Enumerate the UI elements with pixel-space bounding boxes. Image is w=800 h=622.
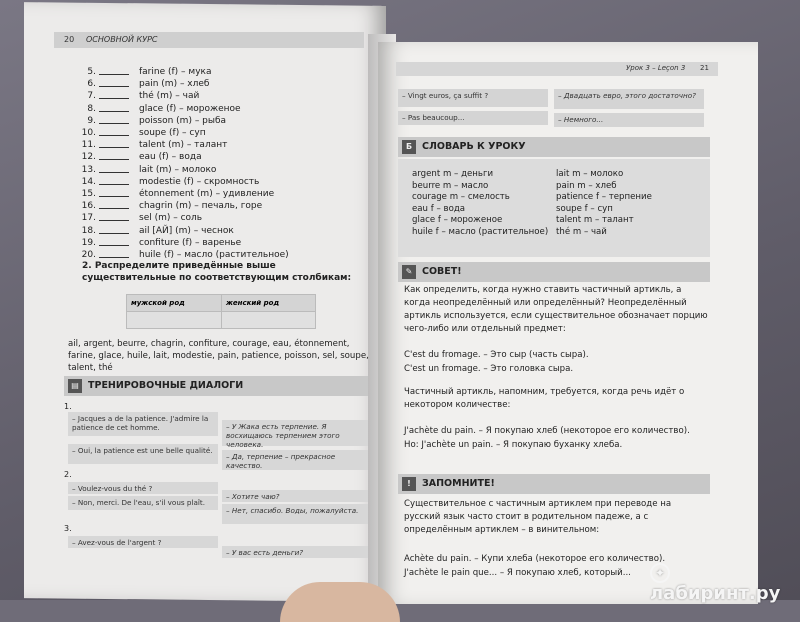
labirint-star-icon: ✦ [650,563,670,583]
dialog-icon: ▤ [68,379,82,393]
exercise-item [80,151,340,163]
exercise-text: modestie (f) – скромность [139,176,260,187]
example-2: C'est un fromage. – Это головка сыра. [404,364,574,374]
exercise-number: 17. [81,213,96,224]
answer-blank[interactable] [99,103,129,112]
feminine-cell [221,312,315,329]
exercise-item [80,139,340,151]
example-6: J'achète le pain que... – Я покупаю хлеб, который... [404,568,631,578]
answer-blank[interactable] [99,200,129,209]
note-icon: ! [402,477,416,491]
exercise-item [80,115,340,127]
watermark-logo: ✦лабиринт.ру [650,562,800,604]
exercise-number: 12. [81,152,96,163]
cont-fr-b: – Pas beaucoup... [398,111,548,125]
exercise-number: 5. [87,67,96,77]
right-running-header [396,62,718,76]
cont-fr-a: – Vingt euros, ça suffit ? [398,89,548,107]
answer-blank[interactable] [99,225,129,234]
dictionary-entry: talent m – талант [556,215,634,225]
dialog1-fr-a: – Jacques a de la patience. J'admire la patience de cet homme. [68,412,218,436]
partial-article-text: Частичный артикль, напомним, требуется, когда речь идёт о некотором количестве: [404,387,685,410]
exercise-number: 8. [87,103,96,114]
exercise-list [80,66,340,261]
lesson-label: Урок 3 – Leçon 3 [626,64,686,72]
remember-banner: ! ЗАПОМНИТЕ! [398,474,710,494]
word-list: ail, argent, beurre, chagrin, confiture, courage, eau, étonnement, farine, glace, huile, lait, modestie, pain, patience, poisson, sel, soupe, talent, thé [68,339,369,373]
dictionary-right-column [556,169,652,238]
exercise-text: soupe (f) – суп [139,128,206,139]
page-number-right: 21 [700,64,709,72]
lesson-dictionary [398,159,710,257]
pen-icon: ✎ [402,265,416,279]
exercise-text: lait (m) – молоко [139,164,217,175]
dialog1-ru-a: – У Жака есть терпение. Я восхищаюсь терпением этого человека. [222,420,368,446]
example-3: J'achète du pain. – Я покупаю хлеб (некоторое его количество). [404,426,690,436]
exercise-text: eau (f) – вода [139,152,202,163]
dialog1-fr-b: – Oui, la patience est une belle qualité. [68,444,218,464]
cont-ru-a: – Двадцать евро, этого достаточно? [554,89,704,109]
open-book [6,4,800,600]
dialog2-ru-b: – Нет, спасибо. Воды, пожалуйста. [222,504,368,524]
exercise-text: ail [АЙ] (m) – чеснок [139,225,234,236]
exercise-text: confiture (f) – варенье [139,237,242,248]
page-number-left: 20 [64,35,75,44]
gender-table [126,294,316,329]
answer-blank[interactable] [99,249,129,258]
exercise-text: glace (f) – мороженое [139,103,241,114]
exercise-text: sel (m) – соль [139,213,203,224]
exercise-number: 13. [81,164,96,175]
dictionary-entry: eau f – вода [412,203,466,214]
exercise-text: farine (f) – мука [139,67,212,77]
exercise-item [80,127,340,139]
exercise-number: 14. [81,176,96,187]
exercise-item [80,90,340,102]
answer-blank[interactable] [99,78,129,87]
masculine-header: мужской род [127,295,222,312]
advice-banner: ✎ СОВЕТ! [398,262,710,282]
exercise-item [80,103,340,115]
exercise-item [80,237,340,249]
exercise-item [80,200,340,212]
answer-blank[interactable] [99,66,129,75]
task-2-instruction: 2. Распределите приведённые выше существительные по соответствующим столбикам: [82,261,352,283]
partial-examples [404,424,710,452]
cont-ru-b: – Немного... [554,113,704,127]
course-label: ОСНОВНОЙ КУРС [86,35,158,44]
dictionary-entry: pain m – хлеб [556,180,617,191]
dictionary-entry: patience f – терпение [556,192,652,202]
dialog1-ru-b: – Да, терпение – прекрасное качество. [222,450,368,470]
example-1: C'est du fromage. – Это сыр (часть сыра). [404,350,589,360]
dictionary-entry: soupe f – суп [556,203,613,214]
exercise-text: pain (m) – хлеб [139,79,210,90]
dictionary-entry: huile f – масло (растительное) [412,226,549,237]
advice-text: Как определить, когда нужно ставить частичный артикль, а когда неопределённый или определённый? Неопределённый артикль используется, если существительное обозначает порцию чего-либо или отдельный предмет: [404,285,708,334]
exercise-number: 18. [81,225,96,236]
answer-blank[interactable] [99,237,129,246]
answer-blank[interactable] [99,90,129,99]
exercise-number: 15. [81,189,96,200]
exercise-text: talent (m) – талант [139,140,228,151]
dictionary-left-column [412,169,548,238]
example-4: Ho: J'achète un pain. – Я покупаю буханку хлеба. [404,440,623,450]
dialog3-fr-a: – Avez-vous de l'argent ? [68,536,218,548]
exercise-number: 9. [87,115,96,126]
exercise-text: huile (f) – масло (растительное) [139,250,289,261]
exercise-number: 20. [81,250,96,261]
dialog-continuation-table [398,89,704,131]
finger [280,582,400,622]
answer-blank[interactable] [99,127,129,136]
dictionary-entry: courage m – смелость [412,192,510,202]
exercise-number: 7. [87,91,96,102]
exercise-item [80,176,340,188]
exercise-number: 11. [81,140,96,151]
exercise-number: 16. [81,201,96,212]
dictionary-entry: argent m – деньги [412,169,494,179]
answer-blank[interactable] [99,139,129,148]
dictionary-entry: beurre m – масло [412,180,489,191]
exercise-item [80,78,340,90]
dictionary-entry: glace f – мороженое [412,215,503,225]
exercise-text: poisson (m) – рыба [139,115,227,126]
training-dialogs: 1. – Jacques a de la patience. J'admire la patience de cet homme. – У Жака есть терпение. Я восхищаюсь терпением этого человека. – Oui, la patience est une belle qualité. – Да, терпение – прекрасное качество. 2. – Voulez-vous du thé ? – Хотите чаю? – Non, merci. De l'eau, s'il vous plaît. – Нет, спасибо. Воды, пожалуйста. 3. – Avez-vous de l'argent ? – У вас есть деньги? [64,402,368,602]
dialog2-fr-b: – Non, merci. De l'eau, s'il vous plaît. [68,496,218,510]
exercise-item [80,188,340,200]
example-5: Achète du pain. – Купи хлеба (некоторое его количество). [404,554,666,564]
exercise-item [80,164,340,176]
answer-blank[interactable] [99,151,129,160]
exercise-number: 19. [81,237,96,248]
dialogs-banner: ▤ ТРЕНИРОВОЧНЫЕ ДИАЛОГИ [64,376,368,396]
advice-examples [404,348,710,376]
exercise-text: chagrin (m) – печаль, горе [139,201,263,212]
dictionary-entry: thé m – чай [556,226,607,237]
remember-text: Существительное с частичным артиклем при переводе на русский язык часто стоит в родительном падеже, а с определённым артиклем – в винительном: [404,499,672,535]
answer-blank[interactable] [99,164,129,173]
exercise-text: thé (m) – чай [139,91,200,102]
exercise-number: 6. [87,79,96,90]
answer-blank[interactable] [99,188,129,197]
feminine-header: женский род [221,295,315,312]
dialog2-ru-a: – Хотите чаю? [222,490,368,502]
dictionary-entry: lait m – молоко [556,169,624,179]
exercise-item [80,66,340,78]
masculine-cell [127,312,222,329]
exercise-item [80,212,340,224]
dictionary-banner: Б СЛОВАРЬ К УРОКУ [398,137,710,157]
dialog2-fr-a: – Voulez-vous du thé ? [68,482,218,494]
dialog3-ru-a: – У вас есть деньги? [222,546,368,558]
exercise-number: 10. [81,128,96,139]
exercise-text: étonnement (m) – удивление [139,189,275,200]
answer-blank[interactable] [99,176,129,185]
answer-blank[interactable] [99,212,129,221]
book-icon: Б [402,140,416,154]
exercise-item [80,225,340,237]
answer-blank[interactable] [99,115,129,124]
left-running-header [54,32,364,48]
